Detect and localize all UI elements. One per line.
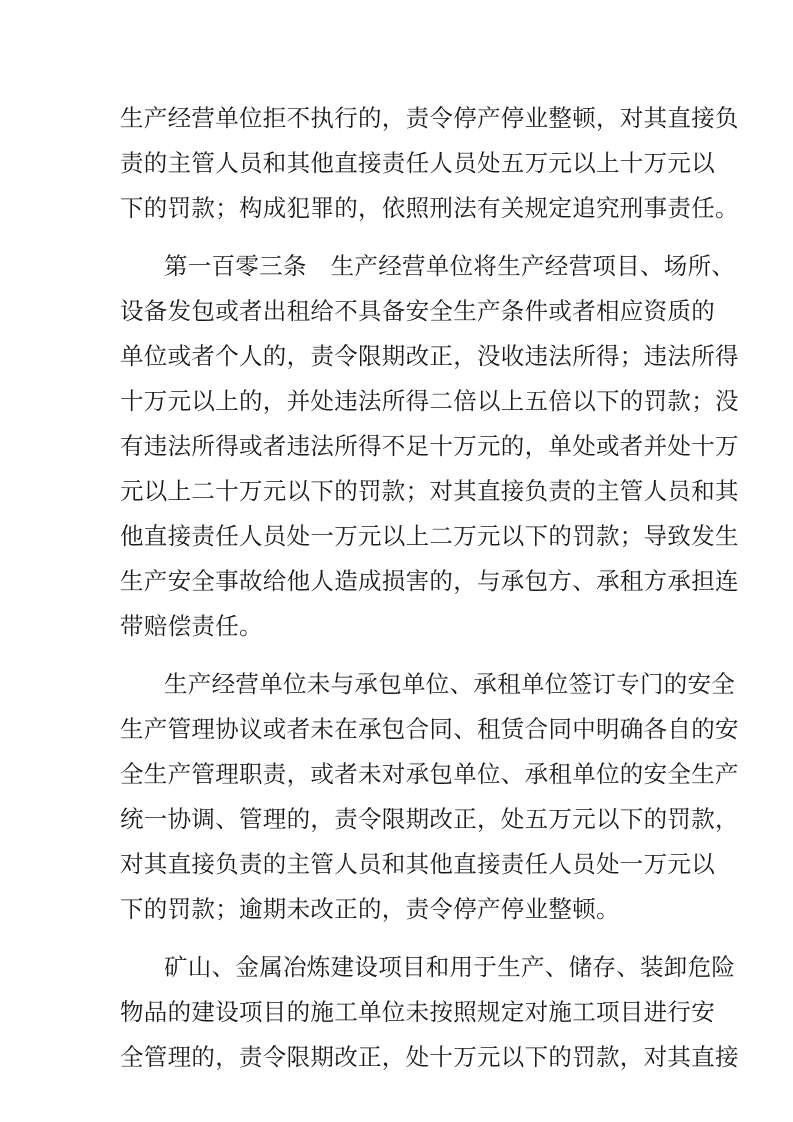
paragraph-1-line-1: 生产经营单位拒不执行的，责令停产停业整顿，对其直接负	[120, 104, 739, 132]
paragraph-2-line-5: 有违法所得或者违法所得不足十万元的，单处或者并处十万	[120, 432, 739, 460]
paragraph-2-line-4: 十万元以上的，并处违法所得二倍以上五倍以下的罚款；没	[120, 387, 739, 415]
paragraph-4-line-1: 矿山、金属冶炼建设项目和用于生产、储存、装卸危险	[164, 953, 736, 981]
paragraph-2-line-9: 带赔偿责任。	[120, 612, 263, 640]
paragraph-3-line-5: 对其直接负责的主管人员和其他直接责任人员处一万元以	[120, 850, 715, 878]
paragraph-2-line-2: 设备发包或者出租给不具备安全生产条件或者相应资质的	[120, 297, 715, 325]
paragraph-3-line-4: 统一协调、管理的，责令限期改正，处五万元以下的罚款，	[120, 805, 739, 833]
paragraph-3-line-3: 全生产管理职责，或者未对承包单位、承租单位的安全生产	[120, 760, 739, 788]
paragraph-3-line-6: 下的罚款；逾期未改正的，责令停产停业整顿。	[120, 895, 620, 923]
paragraph-3-line-1: 生产经营单位未与承包单位、承租单位签订专门的安全	[164, 670, 736, 698]
paragraph-4-line-3: 全管理的，责令限期改正，处十万元以下的罚款，对其直接	[120, 1043, 739, 1071]
paragraph-1-line-2: 责的主管人员和其他直接责任人员处五万元以上十万元以	[120, 149, 715, 177]
paragraph-2-line-1: 第一百零三条 生产经营单位将生产经营项目、场所、	[164, 252, 736, 280]
paragraph-3-line-2: 生产管理协议或者未在承包合同、租赁合同中明确各自的安	[120, 715, 739, 743]
paragraph-2-line-7: 他直接责任人员处一万元以上二万元以下的罚款；导致发生	[120, 522, 739, 550]
paragraph-1-line-3: 下的罚款；构成犯罪的，依照刑法有关规定追究刑事责任。	[120, 194, 739, 222]
paragraph-2-line-3: 单位或者个人的，责令限期改正，没收违法所得；违法所得	[120, 342, 739, 370]
paragraph-2-line-6: 元以上二十万元以下的罚款；对其直接负责的主管人员和其	[120, 477, 739, 505]
paragraph-4-line-2: 物品的建设项目的施工单位未按照规定对施工项目进行安	[120, 998, 715, 1026]
paragraph-2-line-8: 生产安全事故给他人造成损害的，与承包方、承租方承担连	[120, 567, 739, 595]
